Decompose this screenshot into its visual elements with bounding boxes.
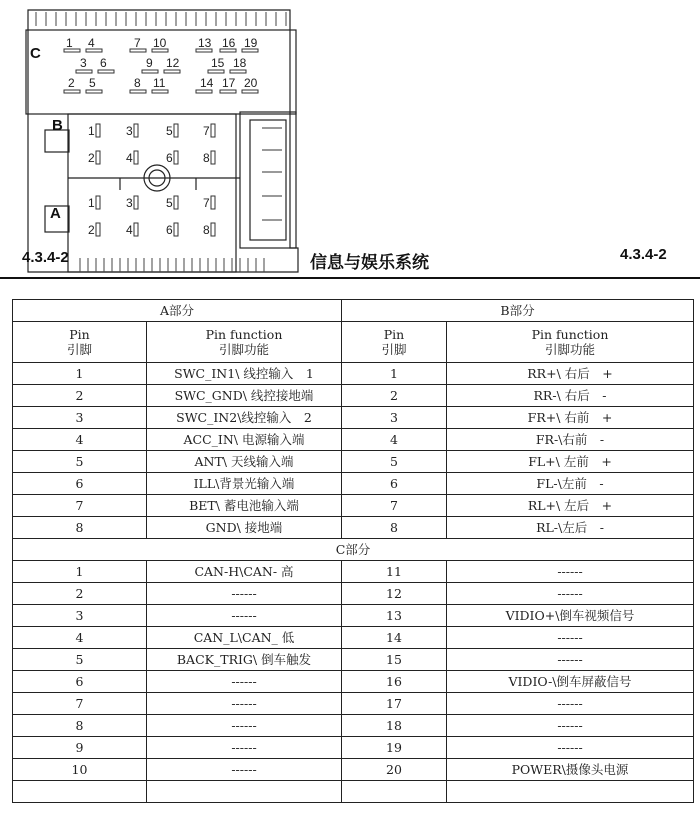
c-pin-cell: 1 [13,561,147,583]
housing-teeth-top [36,12,286,26]
a-pin-cell: 7 [13,495,147,517]
table-row [13,759,694,781]
section-title: 信息与娱乐系统 [310,253,429,273]
c-pin-cell: 14 [342,627,447,649]
pin-label: 5 [166,124,173,138]
c-pin-cell: 20 [342,759,447,781]
c-function-cell: VIDIO+\倒车视频信号 [447,605,694,627]
pin-label: 8 [134,76,141,90]
section-code-right: 4.3.4-2 [620,246,667,263]
b-pin-cell: 7 [342,495,447,517]
a-pin-cell: 4 [13,429,147,451]
b-function-cell: FR-\右前 - [447,429,694,451]
table-row [13,385,694,407]
b-function-cell: RL+\ 左后 + [447,495,694,517]
c-function-cell: BACK_TRIG\ 倒车触发 [147,649,342,671]
c-pin-cell: 18 [342,715,447,737]
a-function-cell: SWC_IN2\线控输入 2 [147,407,342,429]
section-a-header: A部分 [13,300,342,322]
b-pin-cell: 2 [342,385,447,407]
c-function-cell: ------ [147,583,342,605]
table-row [13,627,694,649]
c-function-cell: ------ [447,649,694,671]
a-pin-cell: 1 [13,363,147,385]
pin-label: 5 [89,76,96,90]
connector-pinout-diagram [0,0,700,285]
a-function-cell: ILL\背景光输入端 [147,473,342,495]
a-pin-cell: 3 [13,407,147,429]
c-function-cell: ------ [447,693,694,715]
pin-label: 1 [66,36,73,50]
table-row [13,363,694,385]
c-function-cell: ------ [447,737,694,759]
c-function-cell: CAN-H\CAN- 高 [147,561,342,583]
c-pin-slots-bottom [64,90,258,93]
a-pins [88,196,210,237]
pin-label: 3 [80,56,87,70]
c-function-cell: POWER\摄像头电源 [447,759,694,781]
pin-label: 4 [88,36,95,50]
c-pin-cell: 2 [13,583,147,605]
c-function-cell: ------ [447,627,694,649]
pin-label: 11 [153,76,166,90]
pin-label: 5 [166,196,173,210]
pin-label: 18 [233,56,247,70]
pin-label: 16 [222,36,236,50]
pin-label: 14 [200,76,214,90]
table-row [13,429,694,451]
pin-label: 6 [166,223,173,237]
c-pin-cell: 4 [13,627,147,649]
pin-label: 4 [126,223,133,237]
c-function-cell: ------ [447,561,694,583]
pin-label: 2 [88,151,95,165]
header-func-cn: 引脚功能 [218,342,269,357]
table-row [13,561,694,583]
c-function-cell: ------ [147,671,342,693]
b-function-cell: RL-\左后 - [447,517,694,539]
table-row [13,473,694,495]
b-function-cell: FR+\ 右前 + [447,407,694,429]
c-pin-cell: 15 [342,649,447,671]
table-row [13,605,694,627]
c-function-cell: ------ [147,715,342,737]
header-pin-en: Pin [69,327,90,342]
pin-label: 2 [68,76,75,90]
table-row [13,583,694,605]
c-pin-slots-middle [76,70,246,73]
c-pin-cell: 16 [342,671,447,693]
b-pin-cell: 3 [342,407,447,429]
latch-ribs [262,128,282,220]
c-function-cell: ------ [147,759,342,781]
pin-label: 8 [203,151,210,165]
b-function-cell: FL+\ 左前 + [447,451,694,473]
c-function-cell: ------ [447,583,694,605]
table-row [13,671,694,693]
table-row [13,693,694,715]
b-pin-slots [96,124,215,164]
pin-label: 8 [203,223,210,237]
table-row [13,737,694,759]
c-pin-cell: 13 [342,605,447,627]
c-function-cell: ------ [147,693,342,715]
b-function-cell: RR-\ 右后 - [447,385,694,407]
column-header-function [447,322,694,363]
a-function-cell: SWC_IN1\ 线控输入 1 [147,363,342,385]
c-pin-cell: 8 [13,715,147,737]
pin-label: 12 [166,56,180,70]
pin-label: 19 [244,36,258,50]
pin-label: 20 [244,76,258,90]
table-row [13,451,694,473]
c-pin-slots-top [64,49,258,52]
section-b-header: B部分 [342,300,694,322]
a-pin-cell: 5 [13,451,147,473]
section-c-header: C部分 [13,539,694,561]
c-pins-middle-row [80,56,247,70]
a-pin-cell: 2 [13,385,147,407]
header-func-cn: 引脚功能 [544,342,595,357]
a-pin-cell: 6 [13,473,147,495]
table-row [13,649,694,671]
column-header-pin [342,322,447,363]
table-row [13,495,694,517]
b-function-cell: RR+\ 右后 + [447,363,694,385]
c-pin-cell: 11 [342,561,447,583]
a-function-cell: ACC_IN\ 电源输入端 [147,429,342,451]
pin-function-table [12,299,694,803]
pin-label: 7 [203,196,210,210]
b-pin-cell: 4 [342,429,447,451]
b-function-cell: FL-\左前 - [447,473,694,495]
connector-c-label: C [30,45,41,62]
pin-label: 4 [126,151,133,165]
c-pin-cell: 5 [13,649,147,671]
c-function-cell: VIDIO-\倒车屏蔽信号 [447,671,694,693]
pin-label: 3 [126,124,133,138]
connector-b-label: B [52,117,63,134]
pin-label: 6 [166,151,173,165]
c-function-cell: ------ [447,715,694,737]
c-pin-cell: 10 [13,759,147,781]
connector-a-label: A [50,205,61,222]
pin-label: 17 [222,76,236,90]
column-header-function [147,322,342,363]
header-func-en: Pin function [531,327,609,342]
c-function-cell: CAN_L\CAN_ 低 [147,627,342,649]
c-pin-cell: 19 [342,737,447,759]
pin-label: 9 [146,56,153,70]
a-pin-cell: 8 [13,517,147,539]
pin-label: 7 [203,124,210,138]
c-pin-cell: 7 [13,693,147,715]
section-code-left: 4.3.4-2 [22,249,69,266]
c-function-cell: ------ [147,605,342,627]
pin-label: 1 [88,196,95,210]
pin-label: 1 [88,124,95,138]
pin-label: 3 [126,196,133,210]
a-function-cell: SWC_GND\ 线控接地端 [147,385,342,407]
b-pin-cell: 5 [342,451,447,473]
b-pin-cell: 8 [342,517,447,539]
header-pin-cn: 引脚 [381,342,407,357]
c-pin-cell: 12 [342,583,447,605]
a-function-cell: BET\ 蓄电池输入端 [147,495,342,517]
pin-label: 10 [153,36,167,50]
c-pin-cell: 6 [13,671,147,693]
table-row [13,407,694,429]
b-pin-cell: 6 [342,473,447,495]
a-pin-slots [96,196,215,236]
pin-label: 13 [198,36,212,50]
c-function-cell: ------ [147,737,342,759]
pin-label: 7 [134,36,141,50]
table-row [13,715,694,737]
table-row [13,517,694,539]
c-pin-cell: 3 [13,605,147,627]
empty-row [13,781,694,803]
c-pin-cell: 9 [13,737,147,759]
a-function-cell: GND\ 接地端 [147,517,342,539]
header-pin-en: Pin [383,327,405,342]
header-func-en: Pin function [205,327,283,342]
b-pins [88,124,210,165]
pin-label: 15 [211,56,225,70]
c-pins-bottom-row [68,76,258,90]
column-header-pin [13,322,147,363]
b-pin-cell: 1 [342,363,447,385]
a-function-cell: ANT\ 天线输入端 [147,451,342,473]
c-pin-cell: 17 [342,693,447,715]
header-pin-cn: 引脚 [66,342,92,357]
c-pins-top-row [66,36,258,50]
pin-label: 2 [88,223,95,237]
pin-label: 6 [100,56,107,70]
